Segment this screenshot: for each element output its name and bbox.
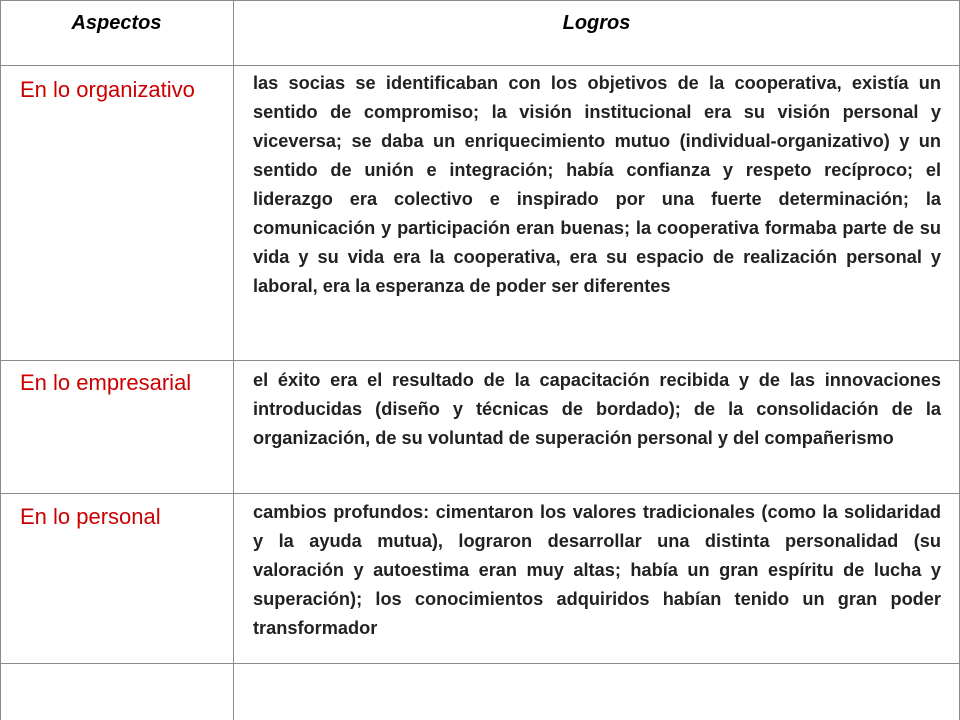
header-divider xyxy=(0,65,960,66)
row-divider xyxy=(0,360,960,361)
achievement-business: el éxito era el resultado de la capacitación recibida y de las innovaciones introducidas (diseño y técnicas de bordado); de la consolidación de la organización, de su voluntad de superación personal y del compañerismo xyxy=(253,370,941,448)
aspect-business: En lo empresarial xyxy=(20,370,192,395)
header-achievements: Logros xyxy=(562,12,631,34)
table-border-top xyxy=(0,0,960,1)
row-divider xyxy=(0,493,960,494)
empty-cell xyxy=(0,664,233,720)
aspect-personal: En lo personal xyxy=(20,504,161,529)
empty-cell xyxy=(234,664,959,720)
achievement-personal: cambios profundos: cimentaron los valores tradicionales (como la solidaridad y la ayuda mutua), lograron desarrollar una distinta personalidad (su valoración y autoestima eran muy altas; había un gran espíritu de lucha y superación); los conocimientos adquiridos habían tenido un gran poder transformador xyxy=(253,502,941,638)
header-aspects: Aspectos xyxy=(71,12,162,34)
achievement-organizational: las socias se identificaban con los objetivos de la cooperativa, existía un sentido de compromiso; la visión institucional era su visión personal y viceversa; se daba un enriquecimiento mutuo (individual-organizativo) y un sentido de unión e integración; había confianza y respeto recíproco; el liderazgo era colectivo e inspirado por una fuerte determinación; la comunicación y participación eran buenas; la cooperativa formaba parte de su vida y su vida era la cooperativa, era su espacio de realización personal y laboral, era la esperanza de poder ser diferentes xyxy=(253,73,941,296)
aspect-organizational: En lo organizativo xyxy=(20,77,195,102)
